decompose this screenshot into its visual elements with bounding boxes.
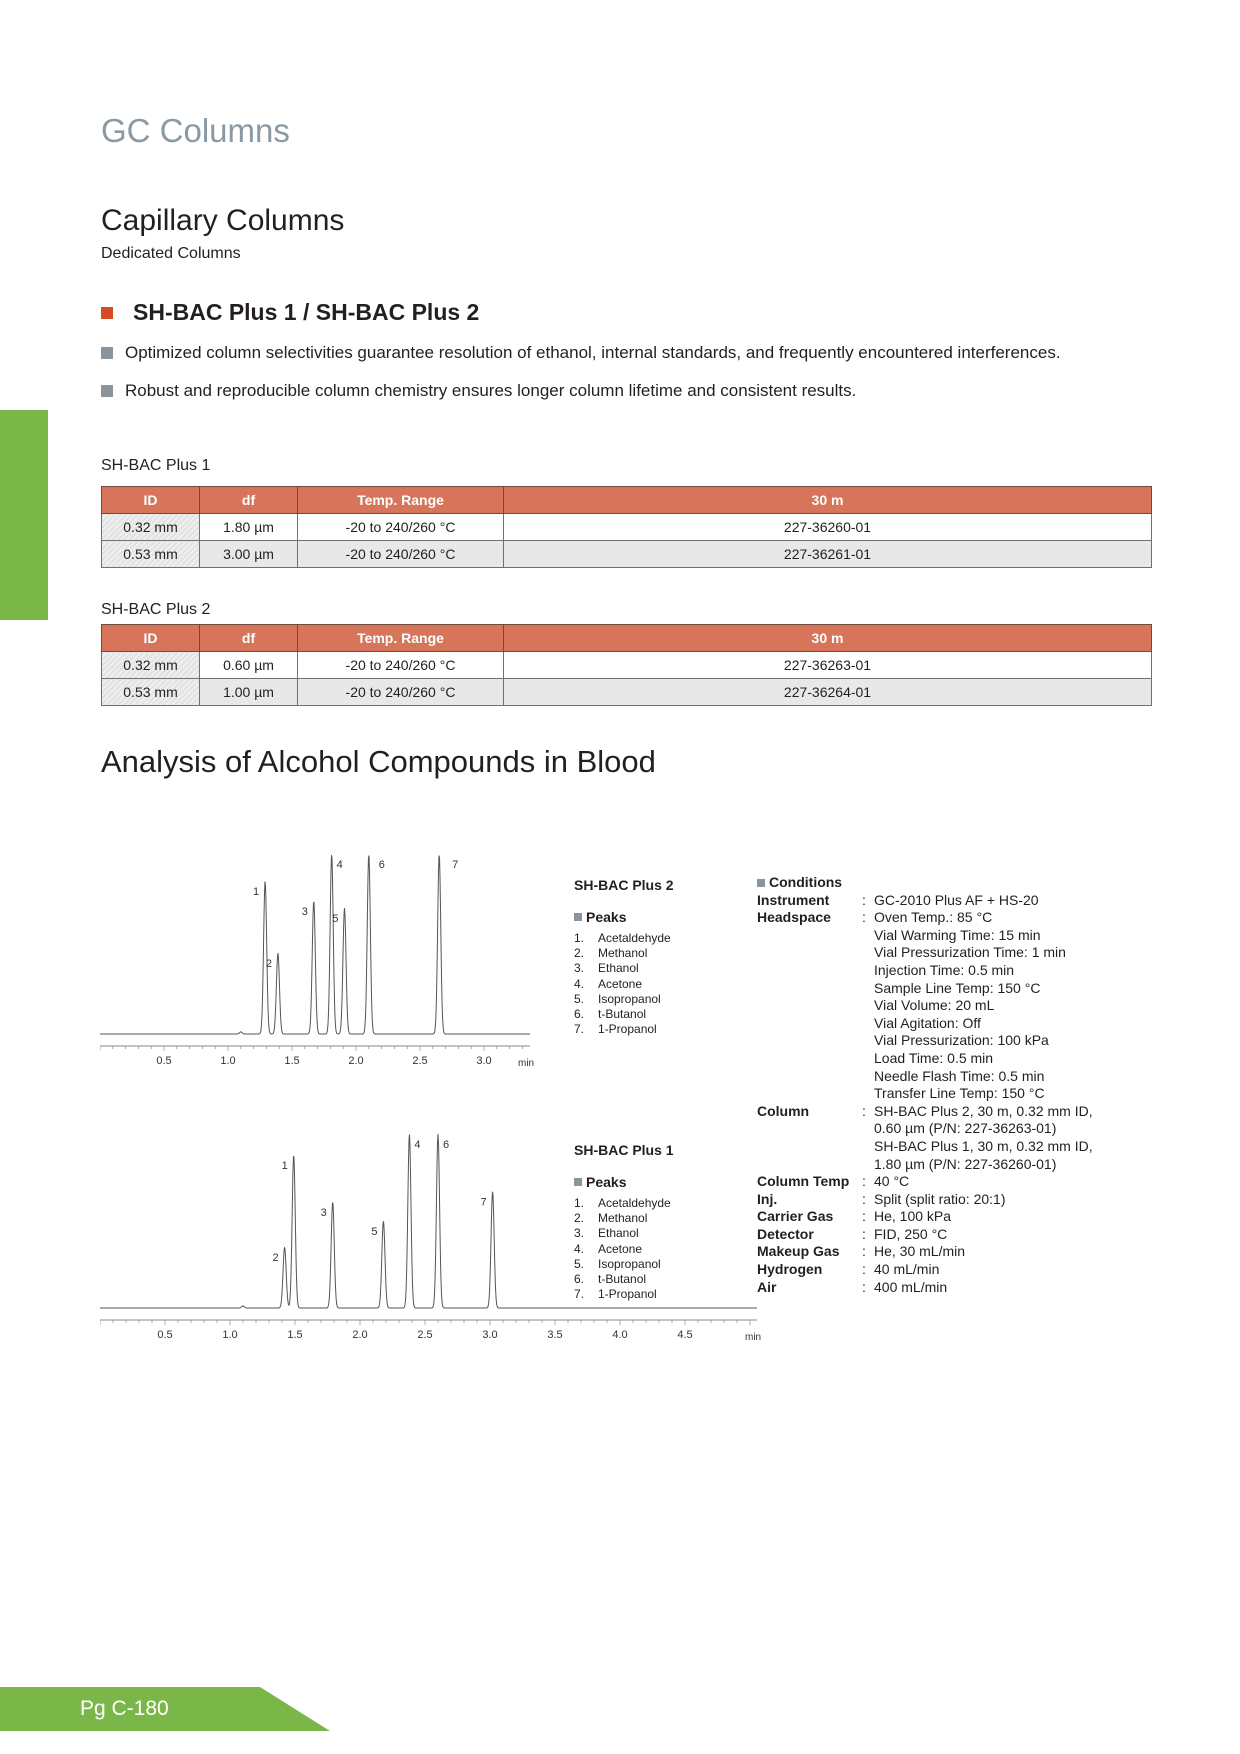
col-header: ID <box>102 625 200 652</box>
table-row <box>102 679 1152 706</box>
condition-row <box>757 1138 1134 1156</box>
condition-row <box>757 1015 1134 1033</box>
condition-key <box>757 927 862 945</box>
x-tick-label: 0.5 <box>156 1055 172 1067</box>
condition-colon <box>862 1068 874 1086</box>
peak-list <box>574 931 674 1037</box>
peak-name: Methanol <box>598 946 648 961</box>
x-tick-label: 1.5 <box>284 1055 300 1067</box>
table-cell: -20 to 240/260 °C <box>298 541 504 568</box>
condition-row <box>757 1226 1134 1244</box>
peak-label: 5 <box>371 1226 378 1238</box>
col-header: 30 m <box>504 487 1152 514</box>
peak-item: 1. Acetaldehyde <box>574 1196 671 1210</box>
condition-row <box>757 1103 1134 1121</box>
condition-colon <box>862 1138 874 1156</box>
peak-name: Acetone <box>598 1241 643 1256</box>
conditions-block <box>757 874 1134 1296</box>
legend-sh-bac-plus-2 <box>574 877 674 1037</box>
condition-row <box>757 980 1134 998</box>
condition-key: Column Temp <box>757 1173 850 1190</box>
condition-colon: : <box>862 1190 866 1207</box>
section-title: Capillary Columns <box>101 204 345 237</box>
table-header-row <box>102 625 1152 652</box>
condition-value: Transfer Line Temp: 150 °C <box>874 1085 1045 1102</box>
table-row <box>102 514 1152 541</box>
condition-key: Air <box>757 1278 777 1295</box>
peak-item: 7. 1-Propanol <box>574 1022 657 1037</box>
condition-value: Needle Flash Time: 0.5 min <box>874 1067 1045 1084</box>
peak-name: Acetaldehyde <box>598 931 671 945</box>
section-tab <box>0 410 48 620</box>
spec-table-sh-bac-plus-1 <box>101 486 1152 568</box>
condition-colon <box>862 1015 874 1033</box>
condition-value: Sample Line Temp: 150 °C <box>874 979 1041 996</box>
x-tick-label: 2.0 <box>348 1055 364 1067</box>
condition-value: 40 mL/min <box>874 1261 940 1278</box>
product-title-text: SH-BAC Plus 1 / SH-BAC Plus 2 <box>133 299 480 325</box>
table-row <box>102 652 1152 679</box>
x-axis-label: min <box>745 1332 762 1343</box>
table-cell: 227-36264-01 <box>504 679 1152 706</box>
condition-row <box>757 1068 1134 1086</box>
condition-value: FID, 250 °C <box>874 1225 948 1242</box>
feature-bullet <box>101 343 1061 363</box>
condition-row <box>757 944 1134 962</box>
square-bullet-icon <box>101 307 113 319</box>
condition-row <box>757 909 1134 927</box>
condition-key <box>757 997 862 1015</box>
table-header-row <box>102 487 1152 514</box>
x-tick-label: 3.0 <box>476 1055 492 1067</box>
peak-name: Ethanol <box>598 1226 639 1241</box>
peak-name: Acetaldehyde <box>598 1196 671 1210</box>
condition-key: Makeup Gas <box>757 1243 840 1260</box>
peak-name: Isopropanol <box>598 991 661 1006</box>
peak-label: 5 <box>332 913 339 925</box>
x-tick-label: 2.0 <box>352 1329 368 1341</box>
condition-colon: : <box>862 1102 866 1119</box>
conditions-rows <box>757 892 1134 1297</box>
condition-value: SH-BAC Plus 1, 30 m, 0.32 mm ID, <box>874 1137 1093 1154</box>
condition-key <box>757 1015 862 1033</box>
peak-item: 3. Ethanol <box>574 961 639 976</box>
condition-colon: : <box>862 1173 866 1190</box>
col-header: Temp. Range <box>298 625 504 652</box>
legend-column-title: SH-BAC Plus 1 <box>574 1142 674 1158</box>
product-title <box>101 299 479 326</box>
peak-label: 4 <box>336 859 343 871</box>
square-bullet-icon <box>101 385 113 397</box>
table-cell: -20 to 240/260 °C <box>298 652 504 679</box>
peak-item: 5. Isopropanol <box>574 1256 661 1271</box>
condition-row <box>757 1032 1134 1050</box>
condition-row <box>757 997 1134 1015</box>
peak-name: Methanol <box>598 1211 648 1226</box>
peak-item: 2. Methanol <box>574 946 648 961</box>
x-tick-label: 3.5 <box>547 1329 563 1341</box>
condition-key <box>757 962 862 980</box>
peak-label: 1 <box>281 1159 288 1172</box>
peak-list <box>574 1196 674 1302</box>
peak-label: 4 <box>414 1139 421 1151</box>
peak-item: 4. Acetone <box>574 976 643 991</box>
condition-value: Load Time: 0.5 min <box>874 1049 994 1066</box>
peak-label: 1 <box>253 886 260 898</box>
feature-text: Optimized column selectivities guarantee resolution of ethanol, internal standards, and frequently encountered interferences. <box>125 343 1061 362</box>
page-title: GC Columns <box>101 112 290 149</box>
table-cell: 227-36260-01 <box>504 514 1152 541</box>
condition-key: Headspace <box>757 909 831 926</box>
peak-label: 7 <box>480 1196 487 1209</box>
condition-value: 1.80 µm (P/N: 227-36260-01) <box>874 1155 1057 1172</box>
condition-key <box>757 1120 862 1138</box>
condition-row <box>757 1279 1134 1297</box>
col-header: Temp. Range <box>298 487 504 514</box>
condition-key: Hydrogen <box>757 1261 823 1278</box>
condition-colon: : <box>862 891 866 908</box>
condition-key <box>757 1032 862 1050</box>
condition-key <box>757 944 862 962</box>
analysis-title: Analysis of Alcohol Compounds in Blood <box>101 744 656 779</box>
table-cell: 227-36263-01 <box>504 652 1152 679</box>
peak-name: Isopropanol <box>598 1256 661 1271</box>
condition-colon <box>862 1156 874 1174</box>
condition-row <box>757 962 1134 980</box>
condition-value: Vial Warming Time: 15 min <box>874 926 1041 943</box>
x-axis-label: min <box>518 1058 535 1069</box>
col-header: 30 m <box>504 625 1152 652</box>
condition-value: Vial Pressurization: 100 kPa <box>874 1032 1049 1049</box>
condition-key: Carrier Gas <box>757 1208 834 1225</box>
x-tick-label: 4.5 <box>677 1329 693 1341</box>
condition-row <box>757 1120 1134 1138</box>
table-cell: -20 to 240/260 °C <box>298 679 504 706</box>
peak-name: Acetone <box>598 976 643 991</box>
table-cell: 1.80 µm <box>200 514 298 541</box>
peaks-heading <box>574 1174 674 1190</box>
condition-row <box>757 1208 1134 1226</box>
x-tick-label: 1.5 <box>287 1329 303 1341</box>
condition-row <box>757 1085 1134 1103</box>
condition-value: Vial Volume: 20 mL <box>874 997 995 1014</box>
condition-row <box>757 1173 1134 1191</box>
x-tick-label: 3.0 <box>482 1329 498 1341</box>
condition-colon <box>862 927 874 945</box>
condition-row <box>757 1050 1134 1068</box>
condition-key <box>757 1068 862 1086</box>
condition-value: 40 °C <box>874 1173 910 1190</box>
square-bullet-icon <box>101 347 113 359</box>
x-tick-label: 2.5 <box>417 1329 433 1341</box>
x-tick-label: 1.0 <box>222 1329 238 1341</box>
condition-colon <box>862 1050 874 1068</box>
table-cell: 0.32 mm <box>102 514 200 541</box>
peaks-heading-text: Peaks <box>586 909 627 925</box>
condition-colon <box>862 944 874 962</box>
peak-item: 6. t-Butanol <box>574 1006 647 1021</box>
condition-colon <box>862 1032 874 1050</box>
col-header: ID <box>102 487 200 514</box>
square-bullet-icon <box>574 913 582 921</box>
x-tick-label: 1.0 <box>220 1055 236 1067</box>
feature-text: Robust and reproducible column chemistry ensures longer column lifetime and consistent results. <box>125 381 857 400</box>
condition-key <box>757 1138 862 1156</box>
condition-key <box>757 1085 862 1103</box>
peak-item: 4. Acetone <box>574 1241 643 1256</box>
condition-value: Injection Time: 0.5 min <box>874 961 1015 978</box>
table-cell: 3.00 µm <box>200 541 298 568</box>
table-label: SH-BAC Plus 1 <box>101 457 211 474</box>
peak-label: 7 <box>452 859 459 871</box>
peak-name: t-Butanol <box>598 1271 647 1286</box>
condition-value: He, 100 kPa <box>874 1208 952 1225</box>
condition-value: He, 30 mL/min <box>874 1243 966 1260</box>
condition-key: Column <box>757 1102 810 1119</box>
table-cell: 0.32 mm <box>102 652 200 679</box>
peak-item: 3. Ethanol <box>574 1226 639 1241</box>
conditions-heading-text: Conditions <box>769 874 843 890</box>
condition-row <box>757 1156 1134 1174</box>
conditions-heading <box>757 874 1134 892</box>
x-tick-label: 0.5 <box>157 1329 173 1341</box>
x-tick-label: 4.0 <box>612 1329 628 1341</box>
peak-item: 7. 1-Propanol <box>574 1287 657 1302</box>
peak-label: 6 <box>442 1139 450 1151</box>
peak-name: t-Butanol <box>598 1006 647 1021</box>
peak-item: 1. Acetaldehyde <box>574 931 671 945</box>
square-bullet-icon <box>574 1178 582 1186</box>
condition-key: Inj. <box>757 1190 778 1207</box>
condition-row <box>757 1261 1134 1279</box>
condition-key <box>757 980 862 998</box>
condition-colon: : <box>862 1225 866 1242</box>
chromatogram-sh-bac-plus-2 <box>100 840 540 1075</box>
condition-row <box>757 1243 1134 1261</box>
peaks-heading <box>574 909 674 925</box>
condition-value: SH-BAC Plus 2, 30 m, 0.32 mm ID, <box>874 1102 1093 1119</box>
peak-item: 2. Methanol <box>574 1211 648 1226</box>
peak-name: 1-Propanol <box>598 1287 657 1302</box>
section-subtitle: Dedicated Columns <box>101 245 241 262</box>
condition-colon <box>862 997 874 1015</box>
peak-name: Ethanol <box>598 961 639 976</box>
square-bullet-icon <box>757 879 765 887</box>
peak-item: 5. Isopropanol <box>574 991 661 1006</box>
legend-column-title: SH-BAC Plus 2 <box>574 877 674 893</box>
condition-colon: : <box>862 1208 866 1225</box>
col-header: df <box>200 487 298 514</box>
condition-value: 400 mL/min <box>874 1278 948 1295</box>
peak-item: 6. t-Butanol <box>574 1271 647 1286</box>
table-cell: 0.60 µm <box>200 652 298 679</box>
condition-key <box>757 1156 862 1174</box>
table-cell: 0.53 mm <box>102 679 200 706</box>
table-cell: 0.53 mm <box>102 541 200 568</box>
peak-label: 3 <box>301 905 308 918</box>
table-cell: 1.00 µm <box>200 679 298 706</box>
peak-name: 1-Propanol <box>598 1022 657 1037</box>
condition-value: 0.60 µm (P/N: 227-36263-01) <box>874 1120 1057 1137</box>
condition-value: Vial Agitation: Off <box>874 1014 981 1031</box>
x-tick-label: 2.5 <box>412 1055 428 1067</box>
table-cell: -20 to 240/260 °C <box>298 514 504 541</box>
condition-colon <box>862 962 874 980</box>
peak-label: 3 <box>320 1206 327 1219</box>
condition-colon <box>862 1085 874 1103</box>
condition-colon: : <box>862 1278 866 1295</box>
peak-label: 2 <box>272 1252 279 1265</box>
condition-colon <box>862 980 874 998</box>
spec-table-sh-bac-plus-2 <box>101 624 1152 706</box>
peak-label: 6 <box>378 859 385 871</box>
feature-bullet <box>101 381 856 401</box>
table-row <box>102 541 1152 568</box>
condition-row <box>757 927 1134 945</box>
condition-row <box>757 892 1134 910</box>
condition-colon: : <box>862 909 866 926</box>
condition-key: Detector <box>757 1225 814 1242</box>
condition-colon <box>862 1120 874 1138</box>
condition-value: Vial Pressurization Time: 1 min <box>874 944 1066 961</box>
col-header: df <box>200 625 298 652</box>
table-label: SH-BAC Plus 2 <box>101 601 211 618</box>
condition-key: Instrument <box>757 891 830 908</box>
table-cell: 227-36261-01 <box>504 541 1152 568</box>
chromatogram-trace <box>100 855 530 1034</box>
peaks-heading-text: Peaks <box>586 1174 627 1190</box>
condition-colon: : <box>862 1261 866 1278</box>
legend-sh-bac-plus-1 <box>574 1142 674 1302</box>
condition-row <box>757 1191 1134 1209</box>
condition-value: GC-2010 Plus AF + HS-20 <box>874 891 1039 908</box>
peak-label: 2 <box>265 958 272 970</box>
condition-value: Split (split ratio: 20:1) <box>874 1190 1006 1207</box>
condition-value: Oven Temp.: 85 °C <box>874 909 993 926</box>
page-number: Pg C-180 <box>80 1697 169 1720</box>
condition-colon: : <box>862 1243 866 1260</box>
condition-key <box>757 1050 862 1068</box>
